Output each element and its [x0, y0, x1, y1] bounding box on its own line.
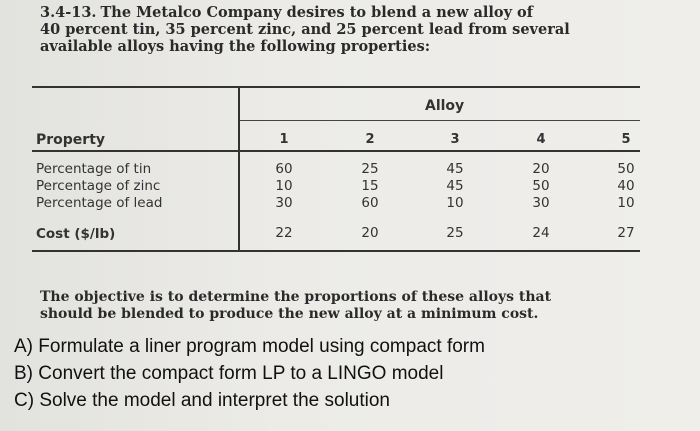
alloy-2-values [350, 161, 390, 212]
property-header: Property [36, 132, 106, 148]
table-cell: 10 [275, 178, 293, 194]
column-header: 2 [365, 132, 375, 147]
table-cell: 25 [361, 161, 379, 177]
table-cell: 30 [275, 195, 293, 211]
problem-line: 3.4-13. The Metalco Company desires to blend a new alloy of [40, 4, 533, 21]
table-cell: 45 [446, 178, 464, 194]
table-cell: 40 [617, 178, 635, 194]
header-rule [240, 120, 640, 121]
column-divider [238, 86, 240, 252]
question-parts [14, 333, 684, 414]
column-header: 3 [450, 132, 460, 147]
problem-number: 3.4-13. [40, 4, 97, 21]
alloy-group-header: Alloy [425, 98, 465, 114]
table-cell: 60 [361, 195, 379, 211]
alloy-4-values [521, 161, 561, 212]
table-cell: 50 [532, 178, 550, 194]
cost-cell: 25 [446, 225, 464, 241]
table-cell: 20 [532, 161, 550, 177]
table-cell: 45 [446, 161, 464, 177]
objective-line: should be blended to produce the new alloy at a minimum cost. [40, 306, 539, 322]
part-b: B) Convert the compact form LP to a LINGO model [14, 363, 444, 384]
row-label-tin: Percentage of tin [36, 161, 152, 177]
objective-statement [40, 289, 660, 323]
problem-line: 40 percent tin, 35 percent zinc, and 25 percent lead from several [40, 21, 570, 38]
part-c: C) Solve the model and interpret the solution [14, 390, 390, 411]
cost-cell: 24 [532, 225, 550, 241]
table-cell: 30 [532, 195, 550, 211]
cost-row-label: Cost ($/lb) [36, 226, 116, 242]
column-header: 5 [621, 132, 631, 147]
row-label-zinc: Percentage of zinc [36, 178, 161, 194]
table-top-rule [32, 86, 640, 88]
row-label-lead: Percentage of lead [36, 195, 163, 211]
row-labels [36, 161, 162, 212]
cost-cell: 22 [275, 225, 293, 241]
table-cell: 10 [446, 195, 464, 211]
table-cell: 50 [617, 161, 635, 177]
column-header: 1 [279, 132, 289, 147]
table-cell: 10 [617, 195, 635, 211]
alloy-3-values [435, 161, 475, 212]
cost-cell: 27 [617, 225, 635, 241]
table-cell: 15 [361, 178, 379, 194]
objective-line: The objective is to determine the proportions of these alloys that [40, 289, 552, 305]
alloy-1-values [264, 161, 304, 212]
table-bottom-rule [32, 250, 640, 252]
header-bottom-rule [32, 150, 640, 152]
table-cell: 60 [275, 161, 293, 177]
alloy-5-values [606, 161, 646, 212]
problem-line: available alloys having the following properties: [40, 38, 431, 55]
cost-cell: 20 [361, 225, 379, 241]
part-a: A) Formulate a liner program model using compact form [14, 336, 485, 357]
column-header: 4 [536, 132, 546, 147]
problem-statement [40, 4, 660, 55]
alloy-properties-table [32, 86, 640, 252]
